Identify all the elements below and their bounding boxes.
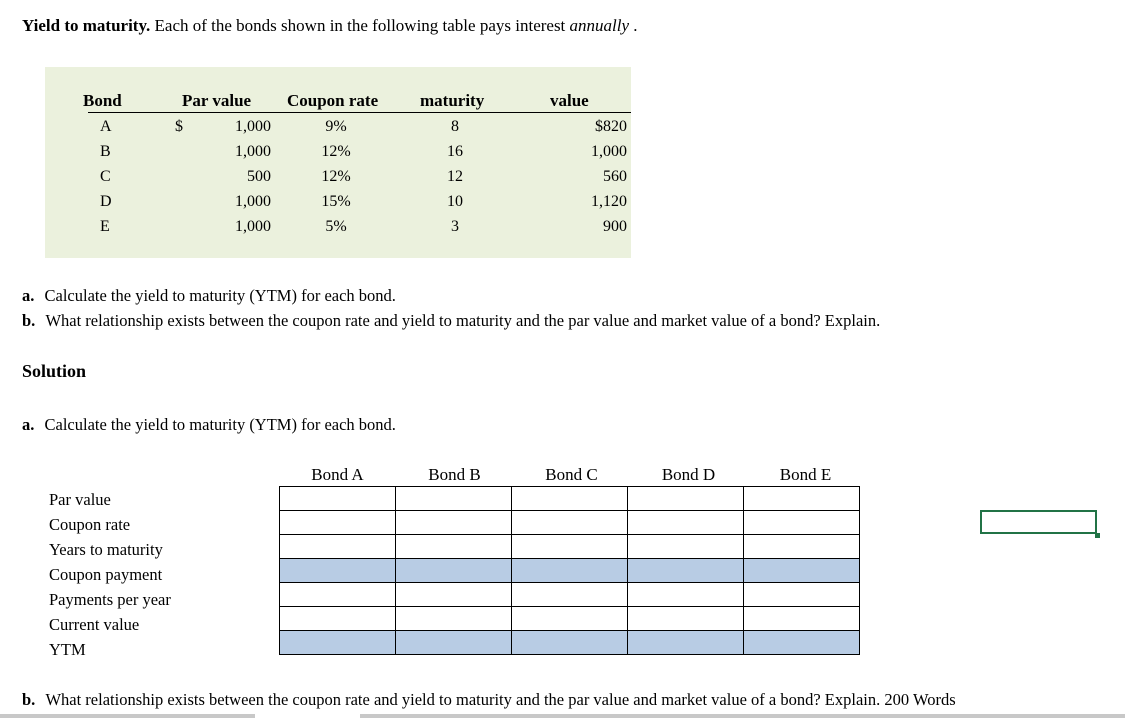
- cell-value-e: 900: [603, 218, 627, 235]
- column-bond-e: Bond E: [779, 465, 832, 484]
- cell-coupon-b: 12%: [321, 143, 351, 160]
- grid-row-years-to-maturity: [280, 535, 860, 559]
- header-maturity: maturity: [420, 91, 485, 110]
- question-a: [22, 286, 396, 306]
- input-cell[interactable]: [512, 607, 628, 631]
- formula-cell[interactable]: [512, 559, 628, 583]
- cell-value-b: 1,000: [591, 143, 627, 160]
- header-coupon-rate: Coupon rate: [287, 91, 379, 110]
- cell-par-b: 1,000: [235, 143, 271, 160]
- fill-handle[interactable]: [1095, 533, 1100, 538]
- input-cell[interactable]: [744, 607, 860, 631]
- input-cell[interactable]: [280, 487, 396, 511]
- input-cell[interactable]: [396, 607, 512, 631]
- grid-row-current-value: [280, 607, 860, 631]
- problem-text: Each of the bonds shown in the following table pays interest: [150, 16, 570, 35]
- header-value: value: [550, 91, 589, 110]
- question-a-text: Calculate the yield to maturity (YTM) for each bond.: [44, 286, 396, 305]
- cell-coupon-d: 15%: [321, 193, 351, 210]
- problem-end: .: [629, 16, 638, 35]
- formula-cell[interactable]: [628, 559, 744, 583]
- cell-par-c: 500: [247, 168, 271, 185]
- input-cell[interactable]: [396, 511, 512, 535]
- cell-coupon-a: 9%: [325, 118, 347, 135]
- question-b-text: What relationship exists between the coupon rate and yield to maturity and the par value and market value of a bond? Explain.: [45, 311, 881, 330]
- cell-maturity-d: 10: [447, 193, 463, 210]
- row-label-current-value: Current value: [49, 615, 140, 634]
- formula-cell[interactable]: [280, 559, 396, 583]
- input-cell[interactable]: [396, 535, 512, 559]
- input-cell[interactable]: [280, 511, 396, 535]
- formula-cell[interactable]: [396, 559, 512, 583]
- input-cell[interactable]: [280, 583, 396, 607]
- column-bond-b: Bond B: [428, 465, 481, 484]
- cell-maturity-b: 16: [447, 143, 463, 160]
- formula-cell[interactable]: [744, 631, 860, 655]
- cell-coupon-e: 5%: [325, 218, 347, 235]
- formula-cell[interactable]: [396, 631, 512, 655]
- input-cell[interactable]: [396, 487, 512, 511]
- row-label-years-to-maturity: Years to maturity: [49, 540, 163, 559]
- grid-row-coupon-rate: [280, 511, 860, 535]
- input-cell[interactable]: [744, 583, 860, 607]
- grid-row-par-value: [280, 487, 860, 511]
- solution-heading: Solution: [22, 361, 87, 381]
- row-label-coupon-rate: Coupon rate: [49, 515, 131, 534]
- input-cell[interactable]: [512, 535, 628, 559]
- column-bond-d: Bond D: [661, 465, 716, 484]
- cell-bond-a: A: [100, 118, 112, 135]
- header-par-value: Par value: [182, 91, 252, 110]
- grid-row-payments-per-year: [280, 583, 860, 607]
- input-cell[interactable]: [744, 511, 860, 535]
- cell-maturity-a: 8: [451, 118, 459, 135]
- formula-cell[interactable]: [280, 631, 396, 655]
- formula-cell[interactable]: [628, 631, 744, 655]
- solution-a-text: Calculate the yield to maturity (YTM) for each bond.: [44, 415, 396, 434]
- cell-par-e: 1,000: [235, 218, 271, 235]
- input-cell[interactable]: [744, 535, 860, 559]
- cell-value-a: $820: [595, 118, 627, 135]
- formula-cell[interactable]: [512, 631, 628, 655]
- solution-a-marker: a.: [22, 415, 35, 434]
- question-b-marker: b.: [22, 311, 36, 330]
- row-label-par-value: Par value: [49, 490, 111, 509]
- question-b: [22, 311, 880, 331]
- cell-maturity-e: 3: [451, 218, 459, 235]
- cell-bond-e: E: [100, 218, 110, 235]
- formula-cell[interactable]: [744, 559, 860, 583]
- input-cell[interactable]: [512, 511, 628, 535]
- currency-symbol: $: [175, 118, 183, 135]
- problem-intro: [22, 16, 638, 36]
- selected-cell[interactable]: [980, 510, 1097, 534]
- column-bond-a: Bond A: [311, 465, 364, 484]
- bond-data-table: [45, 67, 631, 258]
- row-label-payments-per-year: Payments per year: [49, 590, 171, 609]
- header-underline: [88, 112, 631, 113]
- grid-row-ytm: [280, 631, 860, 655]
- row-label-coupon-payment: Coupon payment: [49, 565, 163, 584]
- column-bond-c: Bond C: [545, 465, 598, 484]
- cell-value-c: 560: [603, 168, 627, 185]
- bottom-divider: [0, 714, 255, 718]
- cell-maturity-c: 12: [447, 168, 463, 185]
- cell-par-a: 1,000: [235, 118, 271, 135]
- solution-question-b: [22, 690, 956, 710]
- input-cell[interactable]: [628, 607, 744, 631]
- problem-title: Yield to maturity.: [22, 16, 151, 35]
- cell-value-d: 1,120: [591, 193, 627, 210]
- bottom-divider: [360, 714, 1125, 718]
- grid-row-coupon-payment: [280, 559, 860, 583]
- input-cell[interactable]: [628, 511, 744, 535]
- input-cell[interactable]: [512, 583, 628, 607]
- input-cell[interactable]: [628, 487, 744, 511]
- cell-coupon-c: 12%: [321, 168, 351, 185]
- problem-emphasis: annually: [569, 16, 630, 35]
- solution-b-text: What relationship exists between the coupon rate and yield to maturity and the par value and market value of a bond? Explain. 200 Words: [45, 690, 956, 709]
- question-a-marker: a.: [22, 286, 35, 305]
- cell-bond-c: C: [100, 168, 111, 185]
- header-bond: Bond: [83, 91, 122, 110]
- solution-b-marker: b.: [22, 690, 36, 709]
- cell-par-d: 1,000: [235, 193, 271, 210]
- cell-bond-d: D: [100, 193, 112, 210]
- row-label-ytm: YTM: [49, 640, 86, 659]
- input-cell[interactable]: [280, 607, 396, 631]
- input-cell[interactable]: [280, 535, 396, 559]
- solution-question-a: [22, 415, 396, 435]
- input-cell[interactable]: [628, 535, 744, 559]
- input-cell[interactable]: [396, 583, 512, 607]
- answer-grid: [279, 486, 860, 655]
- cell-bond-b: B: [100, 143, 111, 160]
- input-cell[interactable]: [512, 487, 628, 511]
- input-cell[interactable]: [744, 487, 860, 511]
- input-cell[interactable]: [628, 583, 744, 607]
